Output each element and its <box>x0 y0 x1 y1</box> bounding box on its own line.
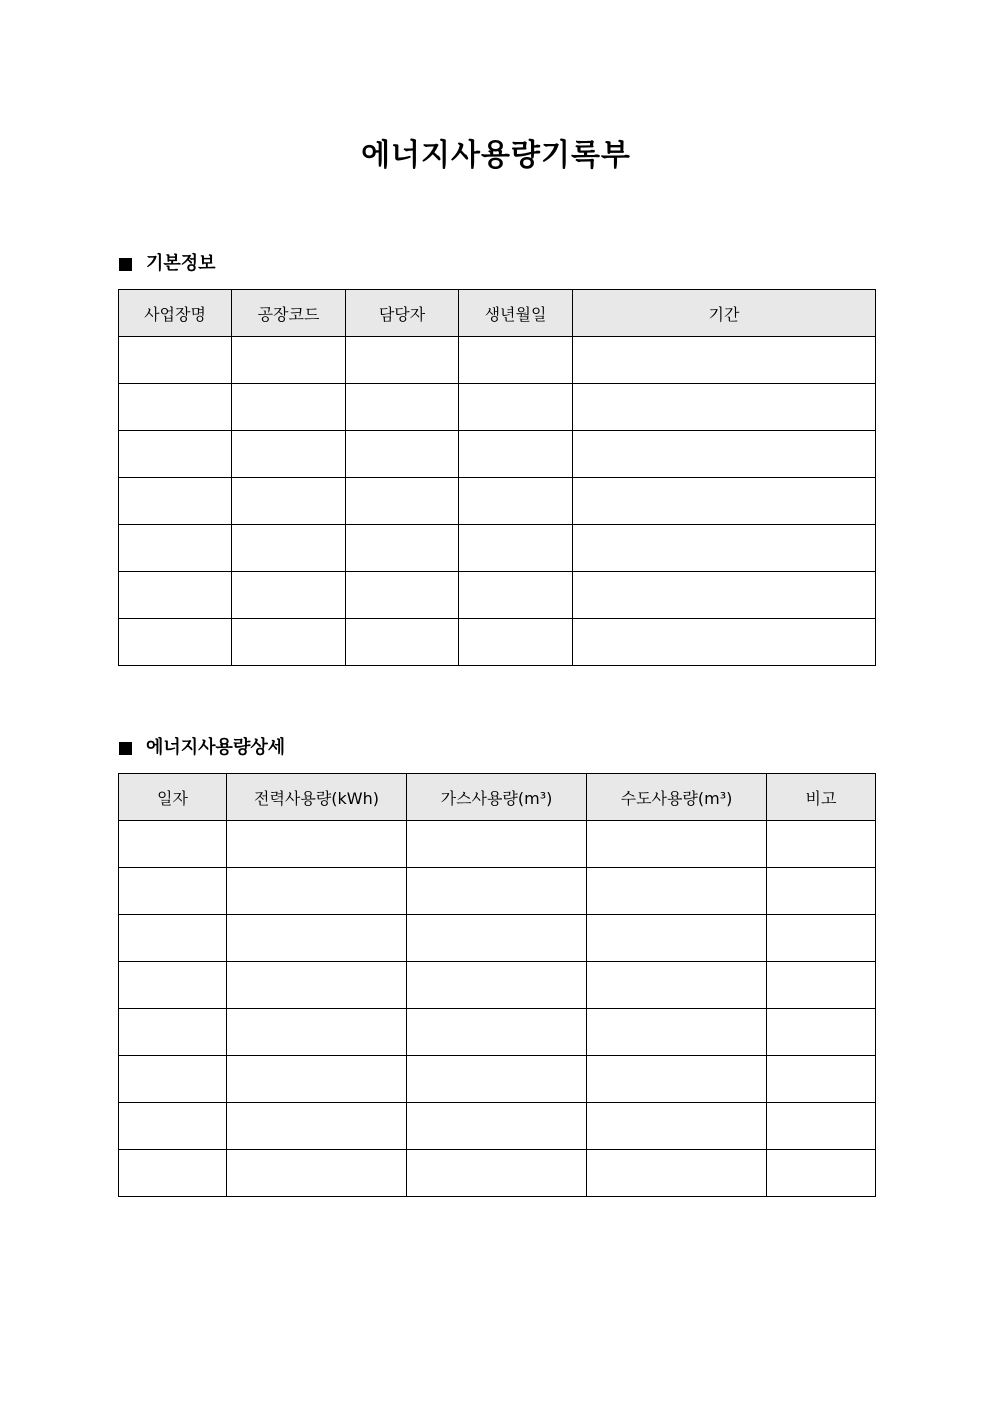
table-row <box>119 431 876 478</box>
table-cell[interactable] <box>587 868 767 915</box>
table-cell[interactable] <box>407 962 587 1009</box>
table-cell[interactable] <box>459 384 573 431</box>
table-cell[interactable] <box>346 384 459 431</box>
table-cell[interactable] <box>346 478 459 525</box>
table-cell[interactable] <box>119 962 227 1009</box>
basic-info-table <box>118 289 876 666</box>
table-cell[interactable] <box>459 525 573 572</box>
column-header: 가스사용량(m³) <box>407 774 587 821</box>
table-cell[interactable] <box>459 572 573 619</box>
table-cell[interactable] <box>587 1056 767 1103</box>
section-heading-usage-detail <box>119 736 285 760</box>
table-cell[interactable] <box>232 572 346 619</box>
table-cell[interactable] <box>119 1009 227 1056</box>
table-cell[interactable] <box>346 337 459 384</box>
table-cell[interactable] <box>587 1103 767 1150</box>
table-cell[interactable] <box>232 384 346 431</box>
table-cell[interactable] <box>587 1009 767 1056</box>
table-cell[interactable] <box>587 821 767 868</box>
table-row <box>119 1103 876 1150</box>
table-cell[interactable] <box>459 619 573 666</box>
table-cell[interactable] <box>227 915 407 962</box>
table-cell[interactable] <box>119 915 227 962</box>
table-cell[interactable] <box>573 431 876 478</box>
table-row <box>119 384 876 431</box>
column-header: 전력사용량(kWh) <box>227 774 407 821</box>
table-cell[interactable] <box>767 1103 876 1150</box>
table-cell[interactable] <box>573 572 876 619</box>
table-cell[interactable] <box>587 1150 767 1197</box>
table-cell[interactable] <box>232 525 346 572</box>
column-header: 공장코드 <box>232 290 346 337</box>
table-cell[interactable] <box>767 962 876 1009</box>
column-header: 수도사용량(m³) <box>587 774 767 821</box>
table-cell[interactable] <box>767 915 876 962</box>
table-cell[interactable] <box>587 915 767 962</box>
table-header-row <box>119 774 876 821</box>
table-row <box>119 868 876 915</box>
table-cell[interactable] <box>573 384 876 431</box>
table-cell[interactable] <box>119 868 227 915</box>
table-cell[interactable] <box>573 525 876 572</box>
table-row <box>119 1150 876 1197</box>
table-cell[interactable] <box>227 1150 407 1197</box>
table-cell[interactable] <box>407 821 587 868</box>
table-row <box>119 821 876 868</box>
table-row <box>119 1009 876 1056</box>
section-heading-label: 기본정보 <box>146 253 216 274</box>
table-cell[interactable] <box>227 1103 407 1150</box>
table-cell[interactable] <box>767 1150 876 1197</box>
table-cell[interactable] <box>346 572 459 619</box>
table-cell[interactable] <box>119 572 232 619</box>
document-title: 에너지사용량기록부 <box>361 138 631 173</box>
table-row <box>119 572 876 619</box>
table-cell[interactable] <box>346 525 459 572</box>
section-heading-label: 에너지사용량상세 <box>146 737 286 758</box>
table-cell[interactable] <box>767 1009 876 1056</box>
column-header: 일자 <box>119 774 227 821</box>
table-cell[interactable] <box>232 619 346 666</box>
column-header: 기간 <box>573 290 876 337</box>
square-bullet-icon <box>119 742 132 755</box>
table-cell[interactable] <box>407 868 587 915</box>
table-cell[interactable] <box>119 1056 227 1103</box>
section-heading-basic-info <box>119 252 216 276</box>
table-cell[interactable] <box>232 431 346 478</box>
table-cell[interactable] <box>459 431 573 478</box>
table-cell[interactable] <box>119 821 227 868</box>
table-header-row <box>119 290 876 337</box>
square-bullet-icon <box>119 258 132 271</box>
table-cell[interactable] <box>227 962 407 1009</box>
column-header: 사업장명 <box>119 290 232 337</box>
table-cell[interactable] <box>119 478 232 525</box>
table-row <box>119 619 876 666</box>
table-cell[interactable] <box>407 1150 587 1197</box>
table-cell[interactable] <box>767 1056 876 1103</box>
table-cell[interactable] <box>119 337 232 384</box>
table-row <box>119 1056 876 1103</box>
table-cell[interactable] <box>407 1056 587 1103</box>
table-cell[interactable] <box>346 431 459 478</box>
table-cell[interactable] <box>407 915 587 962</box>
table-cell[interactable] <box>767 821 876 868</box>
table-cell[interactable] <box>232 337 346 384</box>
table-cell[interactable] <box>573 337 876 384</box>
table-cell[interactable] <box>407 1103 587 1150</box>
table-cell[interactable] <box>119 1103 227 1150</box>
column-header: 담당자 <box>346 290 459 337</box>
table-cell[interactable] <box>459 478 573 525</box>
table-cell[interactable] <box>587 962 767 1009</box>
table-cell[interactable] <box>573 619 876 666</box>
table-cell[interactable] <box>459 337 573 384</box>
table-row <box>119 337 876 384</box>
column-header: 비고 <box>767 774 876 821</box>
column-header: 생년월일 <box>459 290 573 337</box>
table-cell[interactable] <box>227 868 407 915</box>
table-cell[interactable] <box>119 384 232 431</box>
table-cell[interactable] <box>119 525 232 572</box>
table-cell[interactable] <box>119 1150 227 1197</box>
table-row <box>119 525 876 572</box>
table-cell[interactable] <box>232 478 346 525</box>
table-row <box>119 962 876 1009</box>
table-cell[interactable] <box>227 1056 407 1103</box>
table-cell[interactable] <box>119 619 232 666</box>
table-cell[interactable] <box>227 821 407 868</box>
usage-detail-table <box>118 773 876 1197</box>
table-cell[interactable] <box>407 1009 587 1056</box>
table-cell[interactable] <box>767 868 876 915</box>
table-cell[interactable] <box>573 478 876 525</box>
table-row <box>119 478 876 525</box>
table-cell[interactable] <box>227 1009 407 1056</box>
table-cell[interactable] <box>346 619 459 666</box>
table-row <box>119 915 876 962</box>
table-cell[interactable] <box>119 431 232 478</box>
